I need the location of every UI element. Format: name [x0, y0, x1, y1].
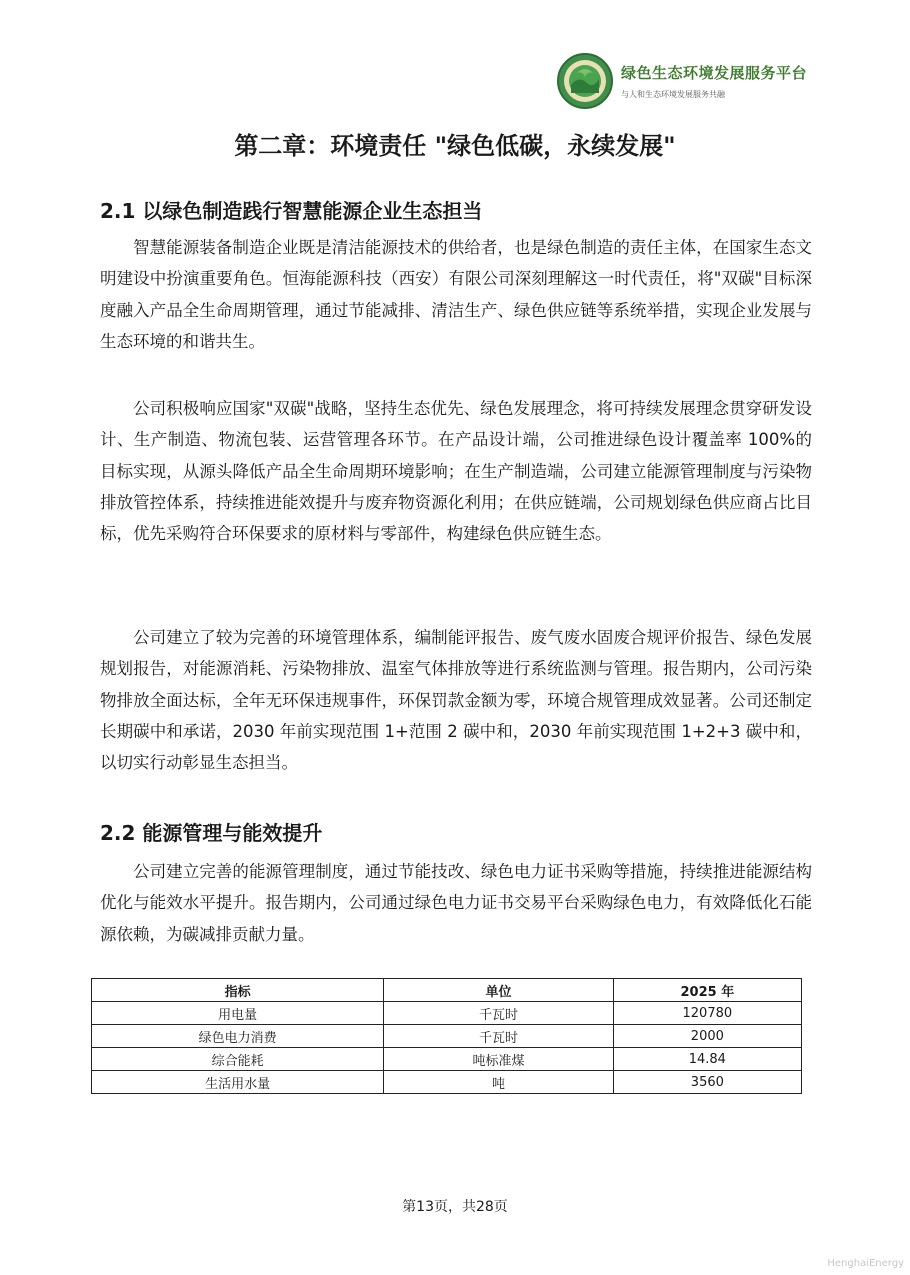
table-header-cell: 2025 年 [613, 979, 801, 1002]
platform-logo [557, 52, 810, 110]
table-cell: 吨标准煤 [384, 1048, 613, 1071]
table-cell: 14.84 [613, 1048, 801, 1071]
table-header-cell: 单位 [384, 979, 613, 1002]
paragraph: 智慧能源装备制造企业既是清洁能源技术的供给者，也是绿色制造的责任主体，在国家生态文明建设中扮演重要角色。恒海能源科技（西安）有限公司深刻理解这一时代责任，将"双碳"目标深度融入产品全生命周期管理，通过节能减排、清洁生产、绿色供应链等系统举措，实现企业发展与生态环境的和谐共生。 [100, 238, 812, 351]
section-heading-2-1: 2.1 以绿色制造践行智慧能源企业生态担当 [100, 199, 483, 223]
table-cell: 120780 [613, 1002, 801, 1025]
table-header-row [92, 979, 802, 1002]
table-row [92, 1048, 802, 1071]
table-row [92, 1025, 802, 1048]
table-cell: 综合能耗 [92, 1048, 384, 1071]
table-cell: 3560 [613, 1071, 801, 1094]
table-cell: 吨 [384, 1071, 613, 1094]
table-cell: 用电量 [92, 1002, 384, 1025]
table-row [92, 1071, 802, 1094]
logo-title: 绿色生态环境发展服务平台 [621, 64, 808, 82]
table-header-cell: 指标 [92, 979, 384, 1002]
watermark: HenghaiEnergy [827, 1258, 904, 1269]
green-eco-emblem-icon [557, 53, 613, 109]
chapter-title: 第二章：环境责任 "绿色低碳，永续发展" [234, 132, 676, 160]
paragraph: 公司建立完善的能源管理制度，通过节能技改、绿色电力证书采购等措施，持续推进能源结构优化与能效水平提升。报告期内，公司通过绿色电力证书交易平台采购绿色电力，有效降低化石能源依赖，为碳减排贡献力量。 [100, 862, 812, 944]
table-cell: 绿色电力消费 [92, 1025, 384, 1048]
table-cell: 千瓦时 [384, 1025, 613, 1048]
logo-subtitle: 与人和生态环境发展服务共融 [621, 90, 725, 99]
paragraph: 公司建立了较为完善的环境管理体系，编制能评报告、废气废水固废合规评价报告、绿色发展规划报告，对能源消耗、污染物排放、温室气体排放等进行系统监测与管理。报告期内，公司污染物排放全面达标，全年无环保违规事件，环保罚款金额为零，环境合规管理成效显著。公司还制定长期碳中和承诺，2030 年前实现范围 1+范围 2 碳中和，2030 年前实现范围 1+2+3 碳中和，以切实行动彰显生态担当。 [100, 628, 812, 773]
table-cell: 生活用水量 [92, 1071, 384, 1094]
section-heading-2-2: 2.2 能源管理与能效提升 [100, 821, 323, 845]
energy-data-table [91, 978, 802, 1094]
paragraph: 公司积极响应国家"双碳"战略，坚持生态优先、绿色发展理念，将可持续发展理念贯穿研发设计、生产制造、物流包装、运营管理各环节。在产品设计端，公司推进绿色设计覆盖率 100%的目标实现，从源头降低产品全生命周期环境影响；在生产制造端，公司建立能源管理制度与污染物排放管控体系，持续推进能效提升与废弃物资源化利用；在供应链端，公司规划绿色供应商占比目标，优先采购符合环保要求的原材料与零部件，构建绿色供应链生态。 [100, 399, 812, 544]
page-number: 第13页，共28页 [402, 1199, 508, 1215]
table-cell: 千瓦时 [384, 1002, 613, 1025]
table-cell: 2000 [613, 1025, 801, 1048]
table-row [92, 1002, 802, 1025]
